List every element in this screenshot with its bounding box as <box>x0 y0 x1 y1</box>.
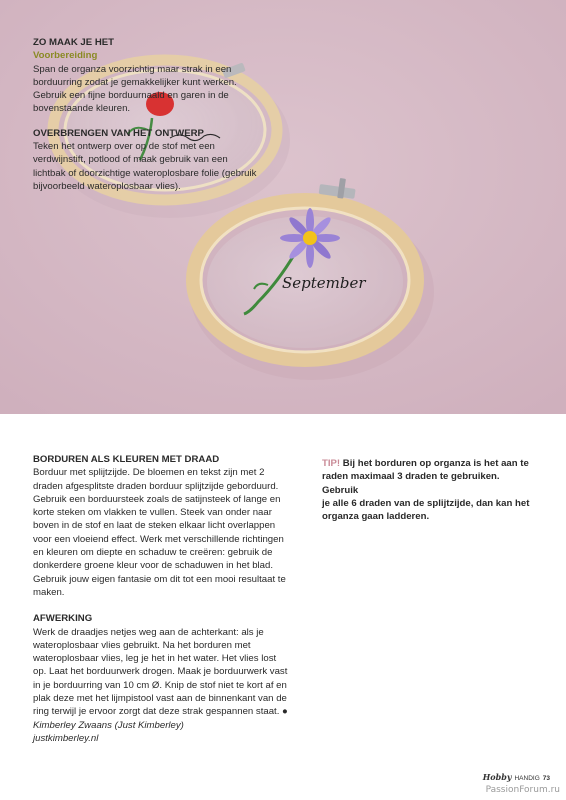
instructions-intro <box>33 36 263 193</box>
transfer-line: lichtbak of doorzichtige wateroplosbare folie (gebruik <box>33 167 257 179</box>
finishing-heading: AFWERKING <box>33 613 93 625</box>
finishing-line: Werk de draadjes netjes weg aan de achterkant: als je <box>33 626 264 638</box>
page-footer <box>483 772 550 782</box>
main-column <box>33 453 301 745</box>
end-mark: ● <box>282 706 288 718</box>
watermark: PassionForum.ru <box>485 785 560 795</box>
tip-label: TIP! <box>322 458 341 469</box>
page-number: 73 <box>542 775 550 782</box>
finishing-line: ring terwijl je ervoor zorgt dat deze strak gespannen staat. <box>33 706 280 718</box>
embroidery-line: korte steken om vlakken te vullen. Steek van onder naar <box>33 507 272 519</box>
magazine-logo: Hobby <box>482 772 512 782</box>
embroidery-line: en kleuren om diepte en schaduw te creëren: gebruik de <box>33 547 273 559</box>
finishing-line: wateroplosbaar vlies gebruikt. Na het borduren met <box>33 639 251 651</box>
prep-line: Span de organza voorzichtig maar strak in een <box>33 63 232 75</box>
embroidered-word: September <box>282 274 366 292</box>
prep-line: bovenstaande kleuren. <box>33 103 131 115</box>
tip-line: organza gaan ladderen. <box>322 511 430 523</box>
author-credit: Kimberley Zwaans (Just Kimberley) <box>33 719 184 731</box>
embroidery-line: draden afgesplitste draden borduur splijtzijde geborduurd. <box>33 480 279 492</box>
transfer-line: verdwijnstift, potlood of maak gebruik van een <box>33 154 228 166</box>
tip-line: raden maximaal 3 draden te gebruiken. Gebruik <box>322 471 500 496</box>
embroidery-line: maken. <box>33 586 65 598</box>
finishing-line: in je borduurring van 10 cm Ø. Knip de stof niet te kort af en <box>33 679 287 691</box>
embroidery-line: donkerdere groene kleur voor de schaduwen in het blad. <box>33 560 274 572</box>
embroidery-line: Gebruik een borduursteek zoals de satijnsteek of lange en <box>33 493 281 505</box>
tip-line: je alle 6 draden van de splijtzijde, dan kan het <box>322 497 530 509</box>
finishing-line: wateroplosbaar vlies, leg je het in het water. Het vlies lost <box>33 653 277 665</box>
transfer-heading: OVERBRENGEN VAN HET ONTWERP <box>33 127 204 139</box>
tip-line: Bij het borduren op organza is het aan te <box>340 458 529 469</box>
finishing-line: op. Laat het borduurwerk drogen. Maak je borduurwerk vast <box>33 666 288 678</box>
prep-line: Gebruik een fijne borduurnaald en garen in de <box>33 90 229 102</box>
embroidery-heading: BORDUREN ALS KLEUREN MET DRAAD <box>33 454 220 465</box>
embroidery-line: boven in de stof en laat de steken elkaar licht overlappen <box>33 520 276 532</box>
embroidery-line: voor een vloeiend effect. Werk met verschillende richtingen <box>33 533 284 545</box>
transfer-line: bijvoorbeeld wateroplosbaar vlies). <box>33 180 181 192</box>
intro-heading: ZO MAAK JE HET <box>33 37 115 48</box>
finishing-line-last <box>33 705 301 718</box>
finishing-line: plak deze met het lijmpistool vast aan de binnenkant van de <box>33 693 287 705</box>
transfer-line: Teken het ontwerp over op de stof met een <box>33 141 215 153</box>
prep-line: borduurring zodat je gemakkelijker kunt werken. <box>33 76 237 88</box>
tip-box <box>322 457 532 523</box>
embroidery-line: Borduur met splijtzijde. De bloemen en tekst zijn met 2 <box>33 467 265 479</box>
prep-subheading: Voorbereiding <box>33 50 98 62</box>
embroidery-line: Gebruik jouw eigen fantasie om dit tot een mooi resultaat te <box>33 573 286 585</box>
author-website-link[interactable]: justkimberley.nl <box>33 732 99 744</box>
section-name: HANDIG <box>514 775 540 782</box>
